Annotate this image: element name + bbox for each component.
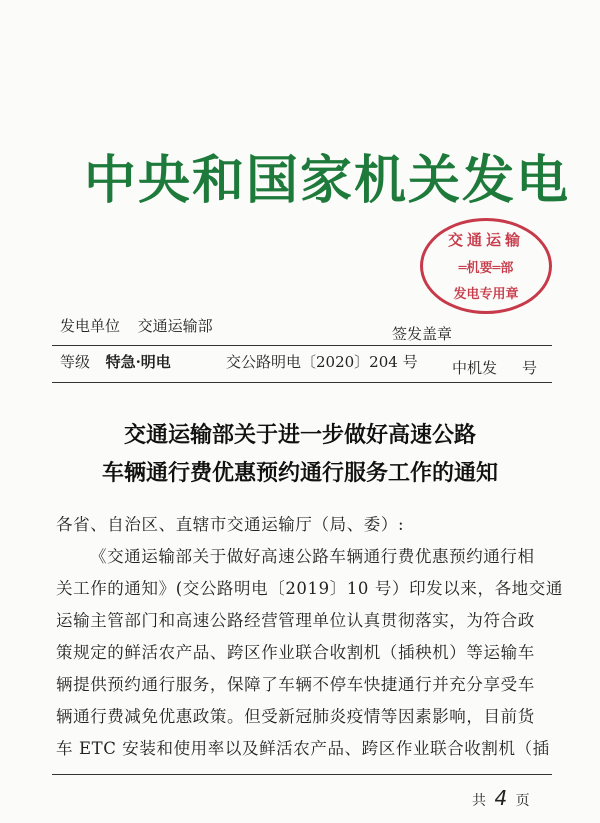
page-count-number: 4 bbox=[494, 786, 508, 810]
center-issue-suffix: 号 bbox=[522, 359, 538, 377]
sign-label: 签发盖章 bbox=[392, 325, 453, 343]
official-seal-stamp bbox=[420, 218, 552, 314]
notice-title-line-2: 车辆通行费优惠预约通行服务工作的通知 bbox=[101, 460, 498, 486]
notice-title-line-1: 交通运输部关于进一步做好高速公路 bbox=[123, 422, 476, 448]
center-issue-label: 中机发 bbox=[452, 359, 498, 377]
telegram-header-title: 中央和国家机关发电 bbox=[84, 150, 571, 211]
salutation: 各省、自治区、直辖市交通运输厅（局、委）: bbox=[56, 515, 405, 534]
page-count-prefix: 共 bbox=[472, 793, 486, 809]
page-count-footer bbox=[472, 786, 530, 810]
level-value: 特急·明电 bbox=[105, 353, 171, 371]
stamp-line-3: 发电专用章 bbox=[453, 287, 519, 302]
divider-line-1 bbox=[52, 345, 552, 346]
sender-row bbox=[60, 316, 213, 336]
paragraph-line: 关工作的通知》(交公路明电〔2019〕10 号）印发以来，各地交通 bbox=[56, 579, 563, 598]
paragraph-line: 运输主管部门和高速公路经营管理单位认真贯彻落实，为符合政 bbox=[56, 611, 535, 630]
stamp-line-1: 交通运输 bbox=[447, 231, 524, 249]
paragraph-line: 《交通运输部关于做好高速公路车辆通行费优惠预约通行相 bbox=[90, 547, 535, 566]
divider-line-3 bbox=[52, 774, 552, 775]
doc-number: 交公路明电〔2020〕204 号 bbox=[226, 353, 418, 371]
sender-value: 交通运输部 bbox=[137, 317, 213, 335]
divider-line-2 bbox=[52, 382, 552, 383]
paragraph-line: 策规定的鲜活农产品、跨区作业联合收割机（插秧机）等运输车 bbox=[56, 643, 535, 662]
paragraph-line: 辆通行费减免优惠政策。但受新冠肺炎疫情等因素影响，目前货 bbox=[56, 707, 535, 726]
level-row bbox=[60, 352, 171, 372]
sender-label: 发电单位 bbox=[60, 317, 121, 335]
stamp-line-2: ═机要═部 bbox=[458, 261, 514, 276]
paragraph-line: 辆提供预约通行服务，保障了车辆不停车快捷通行并充分享受车 bbox=[56, 675, 535, 694]
paragraph-line: 车 ETC 安装和使用率以及鲜活农产品、跨区作业联合收割机（插 bbox=[56, 739, 550, 758]
level-label: 等级 bbox=[60, 353, 91, 371]
page-count-suffix: 页 bbox=[515, 793, 530, 809]
